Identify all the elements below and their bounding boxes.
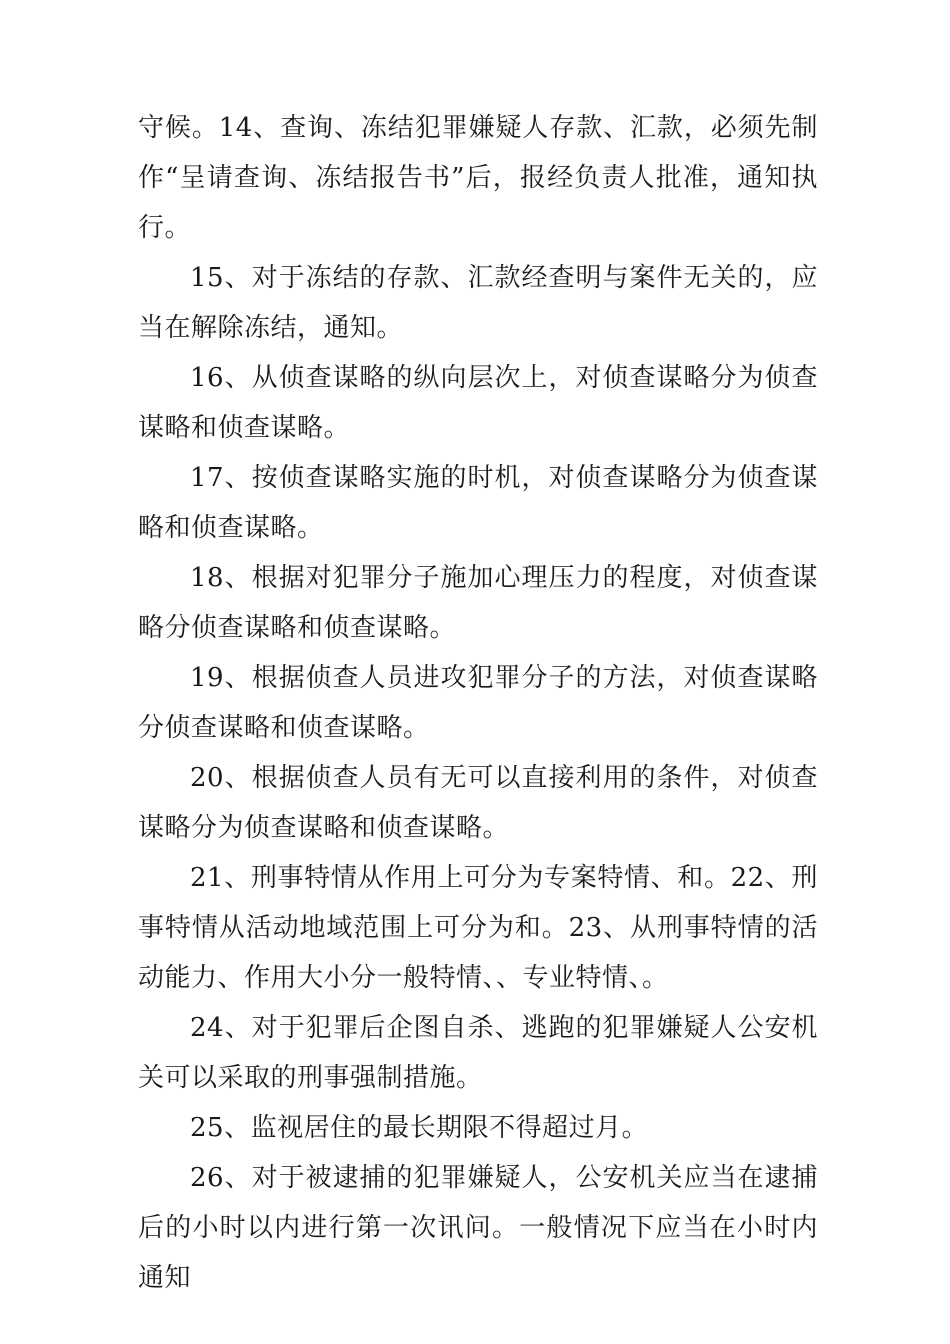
paragraph-25: 25、监视居住的最长期限不得超过月。 (190, 1113, 649, 1143)
paragraph-15: 15、对于冻结的存款、汇款经查明与案件无关的，应当在解除冻结，通知。 (138, 263, 818, 343)
paragraph-14: 守候。14、查询、冻结犯罪嫌疑人存款、汇款，必须先制作“呈请查询、冻结报告书”后，报经负责人批准，通知执行。 (138, 113, 818, 243)
paragraph-24: 24、对于犯罪后企图自杀、逃跑的犯罪嫌疑人公安机关可以采取的刑事强制措施。 (138, 1013, 818, 1093)
paragraph-17: 17、按侦查谋略实施的时机，对侦查谋略分为侦查谋略和侦查谋略。 (138, 463, 818, 543)
paragraph-21-23: 21、刑事特情从作用上可分为专案特情、和。22、刑事特情从活动地域范围上可分为和。23、从刑事特情的活动能力、作用大小分一般特情、、专业特情、。 (138, 863, 818, 993)
paragraph-19: 19、根据侦查人员进攻犯罪分子的方法，对侦查谋略分侦查谋略和侦查谋略。 (138, 663, 818, 743)
paragraph-20: 20、根据侦查人员有无可以直接利用的条件，对侦查谋略分为侦查谋略和侦查谋略。 (138, 763, 818, 843)
paragraph-18: 18、根据对犯罪分子施加心理压力的程度，对侦查谋略分侦查谋略和侦查谋略。 (138, 563, 818, 643)
document-body (138, 103, 818, 1303)
paragraph-26: 26、对于被逮捕的犯罪嫌疑人，公安机关应当在逮捕后的小时以内进行第一次讯问。一般情况下应当在小时内通知 (138, 1163, 818, 1293)
paragraph-16: 16、从侦查谋略的纵向层次上，对侦查谋略分为侦查谋略和侦查谋略。 (138, 363, 818, 443)
